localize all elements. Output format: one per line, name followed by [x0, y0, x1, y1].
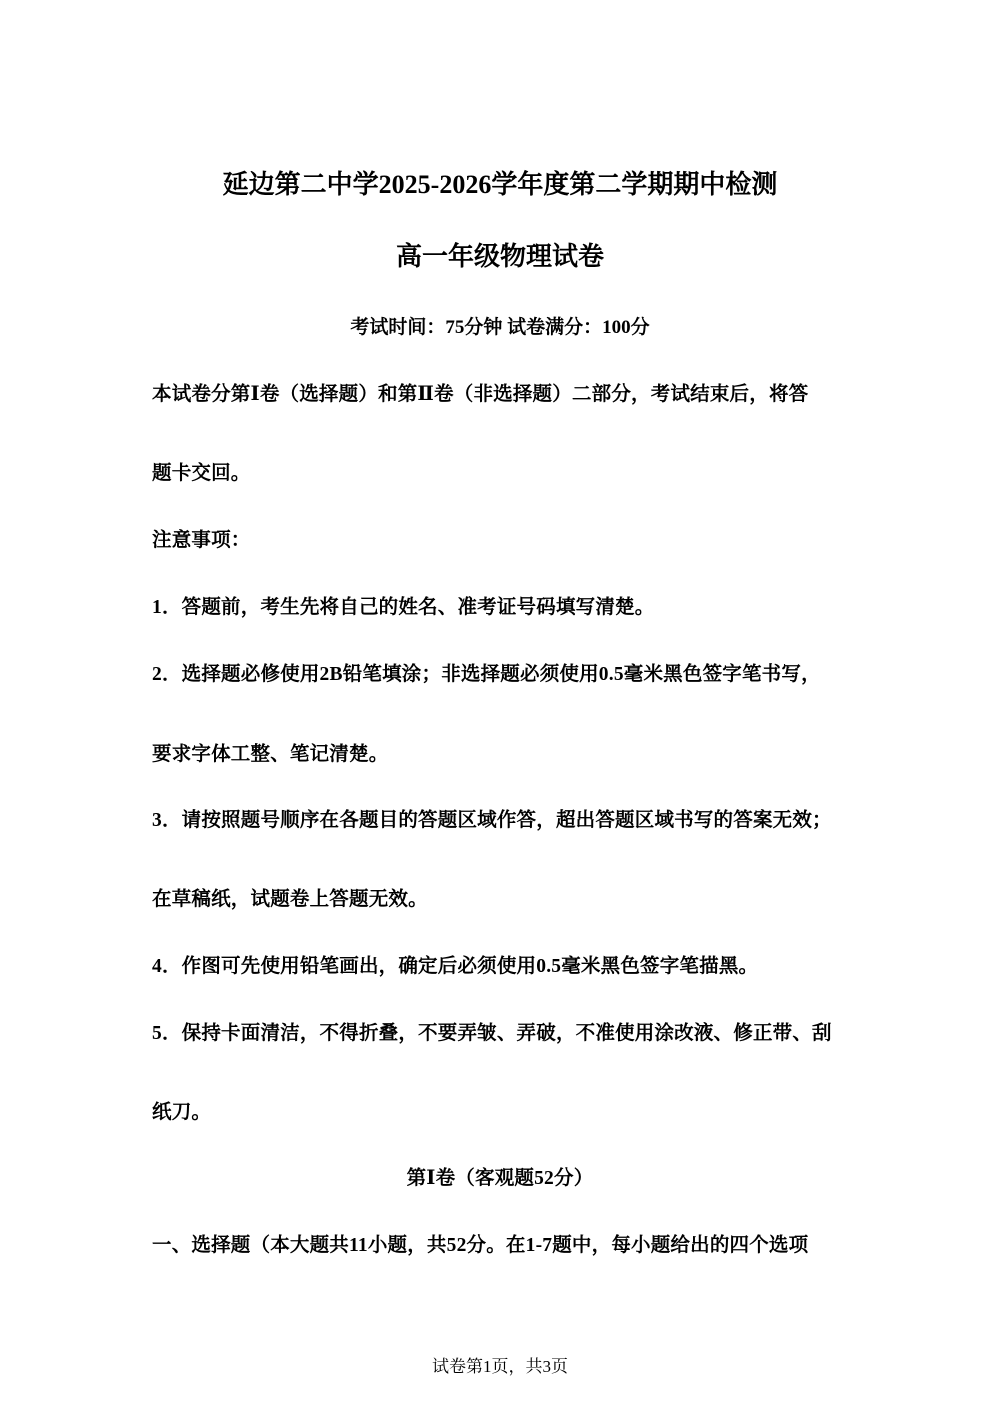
exam-title: 延边第二中学2025-2026学年度第二学期期中检测 [222, 170, 778, 199]
section-heading: 第Ⅰ卷（客观题52分） [406, 1168, 594, 1189]
notice-heading: 注意事项： [152, 530, 251, 551]
notice-item-2-line-2: 要求字体工整、笔记清楚。 [152, 744, 389, 765]
notice-item-1: 1．答题前，考生先将自己的姓名、准考证号码填写清楚。 [152, 597, 655, 618]
notice-item-2-line-1: 2．选择题必修使用2B铅笔填涂；非选择题必须使用0.5毫米黑色签字笔书写， [152, 664, 821, 685]
notice-item-5-line-1: 5．保持卡面清洁，不得折叠，不要弄皱、弄破，不准使用涂改液、修正带、刮 [152, 1023, 832, 1044]
exam-subtitle: 高一年级物理试卷 [395, 242, 604, 271]
notice-item-3-line-1: 3．请按照题号顺序在各题目的答题区域作答，超出答题区域书写的答案无效； [152, 810, 832, 831]
page-footer: 试卷第1页，共3页 [432, 1357, 568, 1376]
notice-item-5-line-2: 纸刀。 [152, 1102, 212, 1123]
section-intro: 一、选择题（本大题共11小题，共52分。在1-7题中，每小题给出的四个选项 [152, 1235, 809, 1256]
intro-line-2: 题卡交回。 [152, 463, 251, 484]
notice-item-4: 4．作图可先使用铅笔画出，确定后必须使用0.5毫米黑色签字笔描黑。 [152, 956, 759, 977]
exam-info: 考试时间：75分钟 试卷满分：100分 [350, 317, 650, 338]
intro-line-1: 本试卷分第Ⅰ卷（选择题）和第Ⅱ卷（非选择题）二部分，考试结束后，将答 [152, 384, 809, 405]
notice-item-3-line-2: 在草稿纸，试题卷上答题无效。 [152, 889, 428, 910]
